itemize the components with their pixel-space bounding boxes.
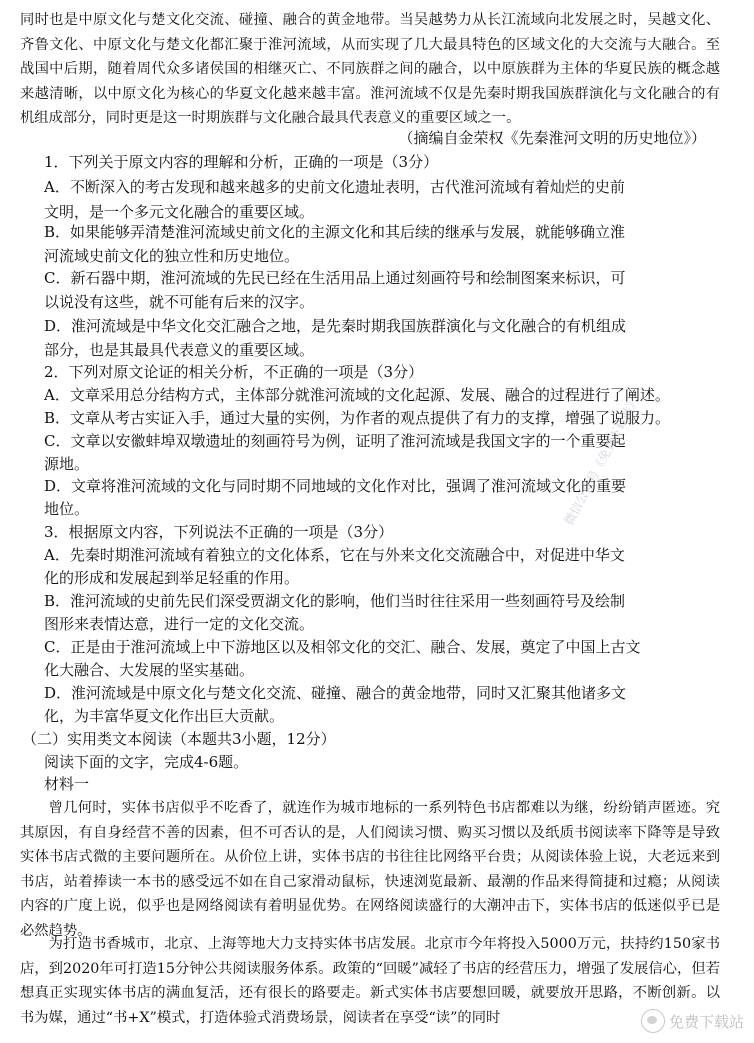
material-paragraph-1: 曾几何时，实体书店似乎不吃香了，就连作为城市地标的一系列特色书店都难以为继，纷纷销声匿迹。究其原因，有自身经营不善的因素，但不可否认的是，人们阅读习惯、购买习惯以及纸质书阅读率下降等是导致实体书店式微的主要问题所在。从价位上讲，实体书店的书往往比网络平台贵；从阅读体验上说，大老远来到书店，站着捧读一本书的感受远不如在自己家滑动鼠标，快速浏览最新、最潮的作品来得简捷和过瘾；从阅读内容的广度上说，似乎也是网络阅读有着明显优势。在网络阅读盛行的大潮冲击下，实体书店的低迷似乎已是必然趋势。	[20, 800, 720, 939]
q3-option-c: C．正是由于淮河流域上中下游地区以及相邻文化的交汇、融合、发展，奠定了中国上古文	[44, 638, 641, 656]
q1-option-c: C．新石器中期，淮河流域的先民已经在生活用品上通过刻画符号和绘制图案来标识，可	[44, 269, 626, 287]
q1-option-d-cont: 部分，也是其最具代表意义的重要区域。	[44, 341, 315, 359]
q3-option-d-cont: 化，为丰富华夏文化作出巨大贡献。	[44, 707, 285, 725]
q1-option-a-cont: 文明，是一个多元文化融合的重要区域。	[44, 203, 315, 221]
q3-option-d: D．淮河流域是中原文化与楚文化交流、碰撞、融合的黄金地带，同时又汇聚其他诸多文	[44, 684, 627, 702]
q2-option-c-cont: 源地。	[44, 455, 90, 473]
material-paragraph-2: 为打造书香城市，北京、上海等地大力支持实体书店发展。北京市今年将投入5000万元，扶持约150家书店，到2020年可打造15分钟公共阅读服务体系。政策的“回暖”减轻了书店的经营压力，增强了发展信心，但若想真正实现实体书店的满血复活，还有很长的路要走。新式实体书店要想回暖，就要放开思路，不断创新。以书为媒，通过“书+X”模式，打造体验式消费场景，阅读者在享受“读”的同时	[20, 936, 720, 1026]
q1-option-b: B．如果能够弄清楚淮河流域史前文化的主源文化和其后续的继承与发展，就能够确立淮	[44, 223, 626, 241]
q1-stem: 1．下列关于原文内容的理解和分析，正确的一项是（3分）	[44, 153, 439, 171]
material-label: 材料一	[44, 775, 90, 793]
q3-option-c-cont: 化大融合、大发展的坚实基础。	[44, 661, 255, 679]
q2-option-d: D．文章将淮河流域的文化与同时期不同地域的文化作对比，强调了淮河流域文化的重要	[44, 477, 627, 495]
q2-option-d-cont: 地位。	[44, 500, 90, 518]
q3-option-b-cont: 图形来表情达意，进行一定的文化交流。	[44, 615, 315, 633]
q2-stem: 2．下列对原文论证的相关分析，不正确的一项是（3分）	[44, 363, 424, 381]
q3-stem: 3．根据原文内容，下列说法不正确的一项是（3分）	[44, 523, 394, 541]
q2-option-c: C．文章以安徽蚌埠双墩遗址的刻画符号为例，证明了淮河流域是我国文字的一个重要起	[44, 432, 626, 450]
q1-option-d: D．淮河流域是中华文化交汇融合之地，是先秦时期我国族群演化与文化融合的有机组成	[44, 317, 627, 335]
q2-option-b: B．文章从考古实证入手，通过大量的实例，为作者的观点提供了有力的支撑，增强了说服力。	[44, 409, 671, 427]
section2-instruction: 阅读下面的文字，完成4-6题。	[44, 753, 249, 771]
watermark: 微信公众号《免费下载站》	[561, 393, 642, 528]
corner-logo	[641, 1009, 744, 1033]
q1-option-c-cont: 以说没有这些，就不可能有后来的汉字。	[44, 293, 315, 311]
q2-option-a: A．文章采用总分结构方式，主体部分就淮河流域的文化起源、发展、融合的过程进行了阐述。	[44, 386, 670, 404]
section2-title: （二）实用类文本阅读（本题共3小题，12分）	[22, 730, 336, 748]
corner-logo-label: 免费下载站	[668, 1012, 744, 1031]
q3-option-a-cont: 化的形成和发展起到举足轻重的作用。	[44, 569, 300, 587]
q3-option-b: B．淮河流域的史前先民们深受贾湖文化的影响，他们当时往往采用一些刻画符号及绘制	[44, 592, 626, 610]
q1-option-b-cont: 河流域史前文化的独立性和历史地位。	[44, 247, 300, 265]
intro-paragraph: 同时也是中原文化与楚文化交流、碰撞、融合的黄金地带。当吴越势力从长江流域向北发展之时，吴越文化、齐鲁文化、中原文化与楚文化都汇聚于淮河流域，从而实现了几大最具特色的区域文化的大交流与大融合。至战国中后期，随着周代众多诸侯国的相继灭亡、不同族群之间的融合，以中原族群为主体的华夏民族的概念越来越清晰，以中原文化为核心的华夏文化越来越丰富。淮河流域不仅是先秦时期我国族群演化与文化融合的有机组成部分，同时更是这一时期族群与文化融合最具代表意义的重要区域之一。	[20, 12, 720, 127]
q1-option-a: A．不断深入的考古发现和越来越多的史前文化遗址表明，古代淮河流域有着灿烂的史前	[44, 178, 625, 196]
wechat-icon	[641, 1009, 665, 1033]
q3-option-a: A．先秦时期淮河流域有着独立的文化体系，它在与外来文化交流融合中，对促进中华文	[44, 546, 625, 564]
source-citation: （摘编自金荣权《先秦淮河文明的历史地位》）	[398, 129, 706, 147]
